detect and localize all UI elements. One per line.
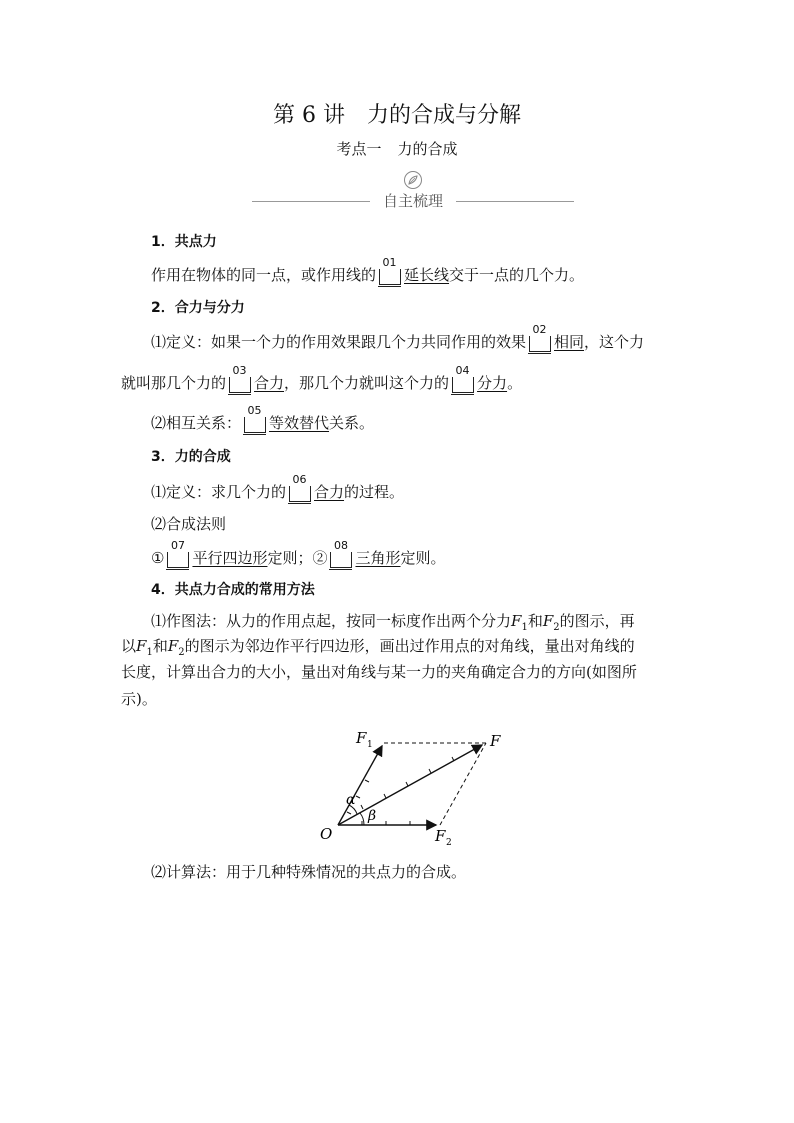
blank-badge-01: 01 xyxy=(378,264,401,284)
label-beta: β xyxy=(368,808,377,824)
lecture-number: 第 6 讲 xyxy=(273,103,345,128)
answer-01: 延长线 xyxy=(404,266,450,284)
leaf-icon xyxy=(403,170,423,190)
text: ⑴定义：如果一个力的作用效果跟几个力共同作用的效果 xyxy=(151,333,527,351)
mutual-relation xyxy=(151,404,375,433)
answer-03: 合力 xyxy=(254,374,285,392)
answer-02: 相同 xyxy=(554,333,585,351)
label-f1-sub: 1 xyxy=(367,740,373,750)
text: 作用在物体的同一点，或作用线的 xyxy=(151,266,377,284)
text: 以 xyxy=(121,637,137,655)
label-alpha: α xyxy=(346,792,356,808)
label-f2: F xyxy=(435,827,446,845)
text: 的图示为邻边作平行四边形，画出过作用点的对角线，量出对角线的 xyxy=(184,637,635,655)
page-title xyxy=(0,98,794,129)
concurrent-forces-definition xyxy=(151,256,585,285)
f-scale-ticks xyxy=(361,757,454,809)
answer-08: 三角形 xyxy=(355,549,401,567)
heading-concurrent-forces: 1．共点力 xyxy=(151,234,217,250)
text: 交于一点的几个力。 xyxy=(449,266,585,284)
banner-label: 自主梳理 xyxy=(382,192,443,210)
text: 的图示，再 xyxy=(559,612,635,630)
text: ，那几个力就叫这个力的 xyxy=(284,374,450,392)
blank-badge-08: 08 xyxy=(329,547,352,567)
method1-line2: 以$F_1$和$F_2$的图示为邻边作平行四边形，画出过作用点的对角线，量出对角线的 xyxy=(121,637,635,658)
self-review-banner xyxy=(252,166,574,218)
blank-badge-06: 06 xyxy=(288,481,311,501)
method1-line4: 示)。 xyxy=(121,690,157,708)
blank-badge-02: 02 xyxy=(528,331,551,351)
text: 定则。 xyxy=(400,549,446,567)
label-f: F xyxy=(490,732,501,750)
blank-badge-05: 05 xyxy=(243,412,266,432)
composition-definition xyxy=(151,473,405,502)
text: 就叫那几个力的 xyxy=(121,374,227,392)
answer-05: 等效替代 xyxy=(269,414,330,432)
subtitle-topic: 力的合成 xyxy=(397,140,458,158)
blank-badge-07: 07 xyxy=(166,547,189,567)
method1-line1: ⑴作图法：从力的作用点起，按同一标度作出两个分力$F_1$和$F_2$的图示，再 xyxy=(151,612,635,633)
composition-rules xyxy=(151,539,446,568)
method2-calculation: ⑵计算法：用于几种特殊情况的共点力的合成。 xyxy=(151,863,467,881)
composition-rule-title: ⑵合成法则 xyxy=(151,515,227,533)
label-f2-sub: 2 xyxy=(446,838,452,848)
answer-06: 合力 xyxy=(314,483,345,501)
text: ，这个力 xyxy=(584,333,645,351)
text: 关系。 xyxy=(329,414,375,432)
resultant-definition-line1 xyxy=(151,323,645,352)
label-origin: O xyxy=(320,825,333,843)
text: ① xyxy=(151,549,165,567)
subtitle-point: 考点一 xyxy=(336,140,382,158)
text: ⑵相互关系： xyxy=(151,414,242,432)
parallelogram-force-diagram xyxy=(300,716,530,858)
label-f1: F xyxy=(356,729,367,747)
answer-04: 分力 xyxy=(477,374,508,392)
text: 的过程。 xyxy=(344,483,405,501)
answer-07: 平行四边形 xyxy=(192,549,268,567)
text: 和 xyxy=(527,612,543,630)
heading-force-composition: 3．力的合成 xyxy=(151,449,231,465)
heading-methods: 4．共点力合成的常用方法 xyxy=(151,582,315,598)
heading-resultant-component: 2．合力与分力 xyxy=(151,300,245,316)
blank-badge-03: 03 xyxy=(228,372,251,392)
section-subtitle xyxy=(0,138,794,159)
blank-badge-04: 04 xyxy=(451,372,474,392)
lecture-title: 力的合成与分解 xyxy=(366,103,521,128)
text: 。 xyxy=(507,374,523,392)
text: ⑴作图法：从力的作用点起，按同一标度作出两个分力 xyxy=(151,612,512,630)
method1-line3: 长度，计算出合力的大小，量出对角线与某一力的夹角确定合力的方向(如图所 xyxy=(121,663,637,681)
text: 和 xyxy=(152,637,168,655)
resultant-definition-line2 xyxy=(121,364,523,393)
text: 定则；② xyxy=(267,549,328,567)
text: ⑴定义：求几个力的 xyxy=(151,483,287,501)
